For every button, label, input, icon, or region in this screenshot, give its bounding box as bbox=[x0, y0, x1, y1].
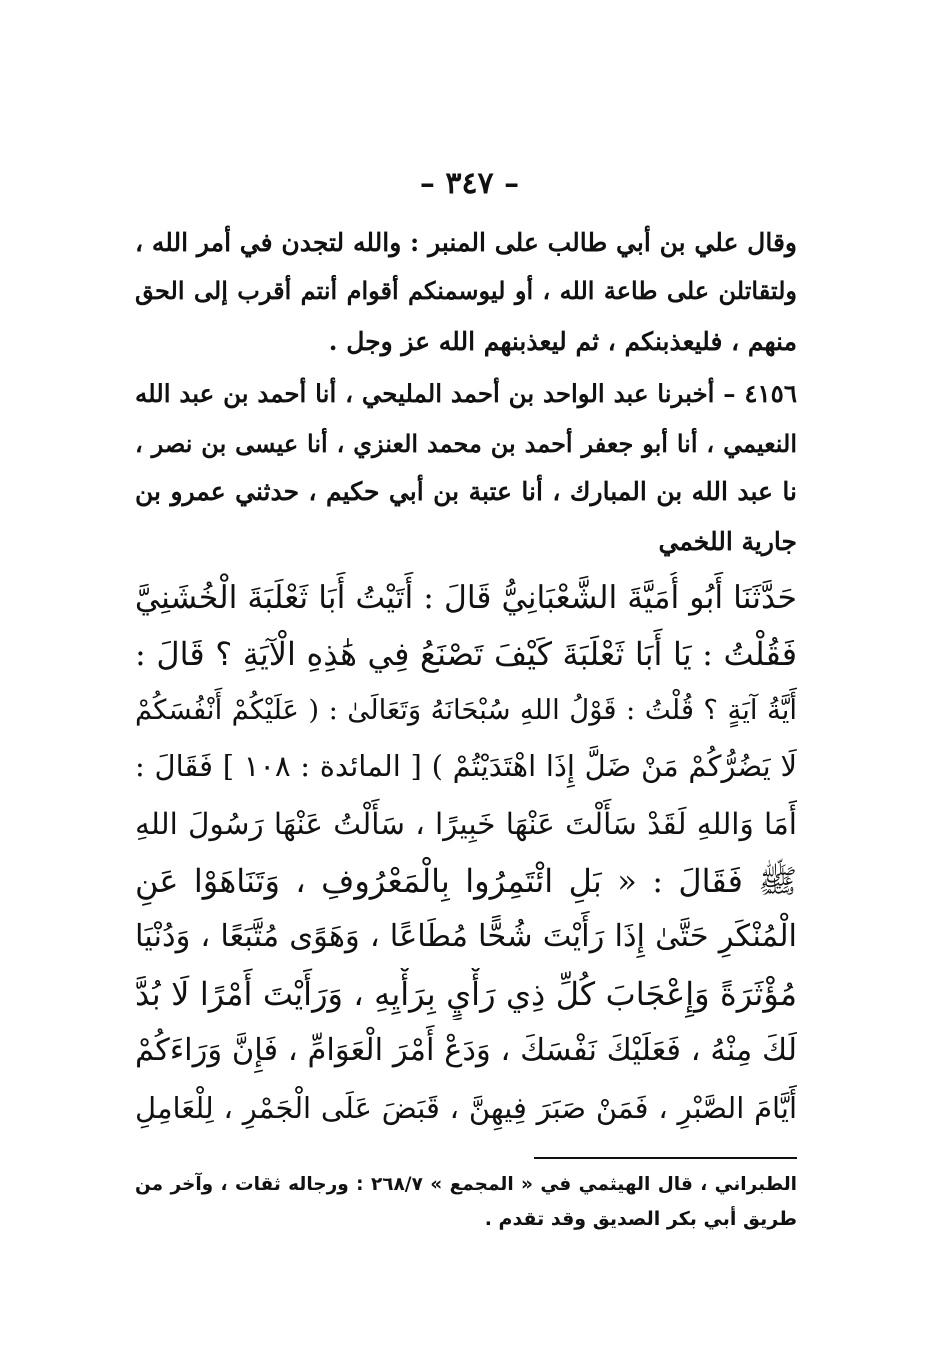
text-line: ﷺ فَقَالَ : « بَلِ ائْتَمِرُوا بِالْمَعْرُوفِ ، وَتَنَاهَوْا عَنِ bbox=[135, 862, 797, 900]
text-line: ٤١٥٦ – أخبرنا عبد الواحد بن أحمد المليحي ، أنا أحمد بن عبد الله bbox=[135, 379, 797, 408]
text-line: الْمُنْكَرِ حَتَّىٰ إِذَا رَأَيْتَ شُحًّا مُطَاعًا ، وَهَوًى مُتَّبَعًا ، وَدُنْيَا bbox=[135, 919, 797, 954]
text-line: ولتقاتلن على طاعة الله ، أو ليوسمنكم أقوام أنتم أقرب إلى الحق bbox=[135, 276, 797, 305]
text-line: منهم ، فليعذبنكم ، ثم ليعذبنهم الله عز وجل . bbox=[328, 327, 797, 356]
footnote-line: الطبراني ، قال الهيثمي في « المجمع » ٢٦٨/٧ : ورجاله ثقات ، وآخر من bbox=[135, 1174, 797, 1195]
text-line: وقال علي بن أبي طالب على المنبر : والله لتجدن في أمر الله ، bbox=[135, 228, 797, 257]
text-line: نا عبد الله بن المبارك ، أنا عتبة بن أبي حكيم ، حدثني عمرو بن bbox=[135, 477, 797, 506]
text-line: أَمَا وَاللهِ لَقَدْ سَأَلْتَ عَنْهَا خَبِيرًا ، سَأَلْتُ عَنْهَا رَسُولَ اللهِ bbox=[135, 807, 797, 841]
footnote-divider bbox=[534, 1157, 797, 1159]
text-line: جارية اللخمي bbox=[658, 527, 797, 556]
text-line: فَقُلْتُ : يَا أَبَا ثَعْلَبَةَ كَيْفَ تَصْنَعُ فِي هَٰذِهِ الْآيَةِ ؟ قَالَ : bbox=[135, 635, 797, 673]
footnote-line: طريق أبي بكر الصديق وقد تقدم . bbox=[484, 1208, 797, 1230]
text-line: لَكَ مِنْهُ ، فَعَلَيْكَ نَفْسَكَ ، وَدَعْ أَمْرَ الْعَوَامِّ ، فَإِنَّ وَرَاءَكُمْ bbox=[135, 1033, 797, 1068]
text-line: أَيَّةُ آيَةٍ ؟ قُلْتُ : قَوْلُ اللهِ سُبْحَانَهُ وَتَعَالَىٰ : ( عَلَيْكُمْ أَنْفُسَكُمْ bbox=[135, 694, 797, 726]
text-line: مُؤْثَرَةً وَإِعْجَابَ كُلِّ ذِي رَأْيٍ بِرَأْيِهِ ، وَرَأَيْتَ أَمْرًا لَا بُدَّ bbox=[135, 975, 797, 1013]
page-number: – ٣٤٧ – bbox=[419, 166, 520, 201]
text-line: حَدَّثَنَا أَبُو أُمَيَّةَ الشَّعْبَانِيُّ قَالَ : أَتَيْتُ أَبَا ثَعْلَبَةَ الْخُشَنِيَّ bbox=[135, 580, 797, 616]
text-line: لَا يَضُرُّكُمْ مَنْ ضَلَّ إِذَا اهْتَدَيْتُمْ ) [ المائدة : ١٠٨ ] فَقَالَ : bbox=[135, 749, 797, 783]
text-line: النعيمي ، أنا أبو جعفر أحمد بن محمد العنزي ، أنا عيسى بن نصر ، bbox=[135, 429, 797, 458]
text-line: أَيَّامَ الصَّبْرِ ، فَمَنْ صَبَرَ فِيهِنَّ ، قَبَضَ عَلَى الْجَمْرِ ، لِلْعَامِلِ bbox=[135, 1091, 797, 1125]
